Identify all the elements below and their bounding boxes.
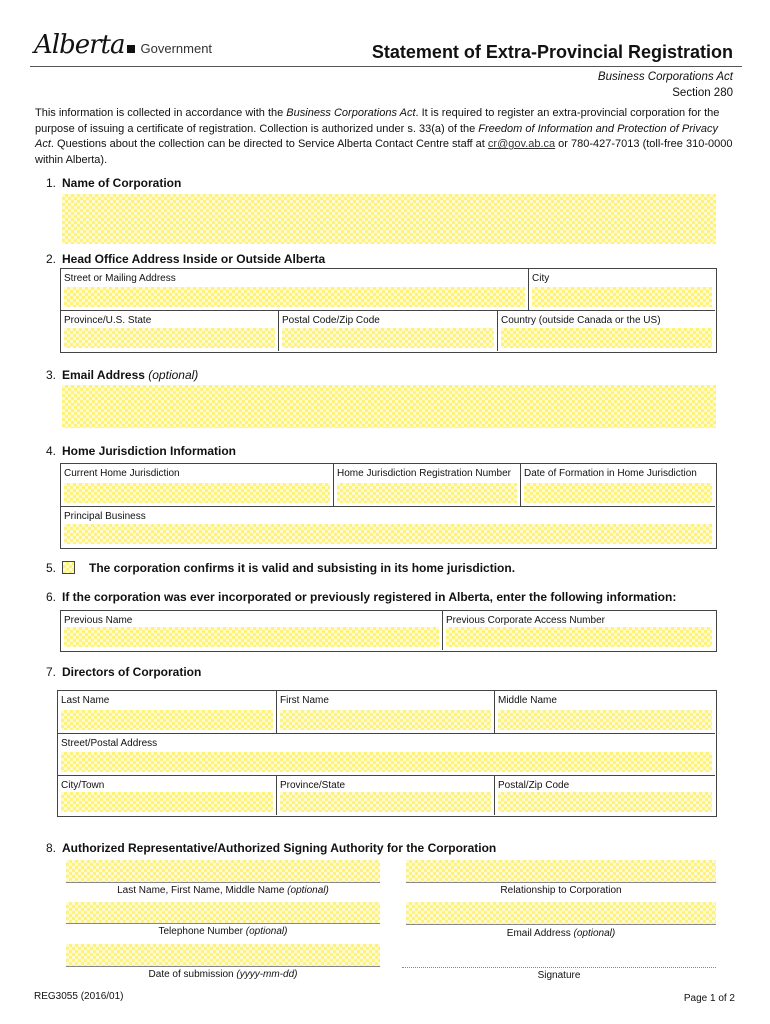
city-cell [529, 269, 715, 311]
field-label: Previous Name [64, 615, 133, 626]
middle-name-cell [495, 691, 715, 734]
field-label: Date of Formation in Home Jurisdiction [524, 468, 697, 479]
section-title: Name of Corporation [62, 176, 182, 190]
optional-note: (yyyy-mm-dd) [236, 969, 298, 980]
field-label: City [532, 273, 550, 284]
street-address-cell [58, 734, 715, 776]
rep-phone-label [66, 926, 380, 937]
intro-text: . It is required to register an extra-provincial corporation for the purpose of issuing a certificate of registration. Collection is authorized under s. 33(a) of the [35, 107, 720, 135]
section-title: Email Address [62, 368, 145, 382]
intro-paragraph [35, 106, 735, 168]
field-label: Postal/Zip Code [498, 780, 570, 791]
section-ref: Section 280 [672, 87, 733, 99]
logo-flag-icon [127, 45, 135, 53]
signature-label: Signature [537, 970, 581, 981]
section-2-heading [34, 252, 325, 266]
province-cell [61, 311, 279, 351]
section-number: 1. [45, 176, 56, 190]
field-label: Province/U.S. State [64, 315, 152, 326]
relationship-field[interactable] [406, 860, 716, 883]
formation-date-field[interactable] [524, 483, 712, 503]
formation-date-cell [521, 464, 715, 507]
form-title: Statement of Extra-Provincial Registration [371, 42, 733, 62]
field-label: Street/Postal Address [61, 738, 158, 749]
section-number: 3. [45, 368, 56, 382]
field-label: Province/State [280, 780, 346, 791]
country-field[interactable] [501, 328, 712, 348]
section-number: 8. [45, 841, 56, 855]
field-label: Postal Code/Zip Code [282, 315, 380, 326]
postal-zip-cell [495, 776, 715, 815]
optional-note: (optional) [573, 928, 616, 939]
previous-access-number-field[interactable] [446, 627, 712, 647]
section-number: 6. [45, 590, 56, 604]
field-label: Country (outside Canada or the US) [501, 315, 661, 326]
home-jurisdiction-table [60, 463, 717, 549]
field-label: Current Home Jurisdiction [64, 468, 180, 479]
contact-email-link[interactable]: cr@gov.ab.ca [487, 138, 556, 151]
alberta-government-logo [34, 30, 212, 60]
header-divider [30, 66, 742, 67]
field-label: Previous Corporate Access Number [446, 615, 605, 626]
signature-line[interactable] [402, 967, 716, 968]
section-number: 2. [45, 252, 56, 266]
form-id: REG3055 (2016/01) [34, 991, 124, 1002]
registration-number-cell [334, 464, 521, 507]
previous-name-cell [61, 611, 443, 650]
section-1-heading [34, 176, 181, 190]
section-8-heading [34, 841, 496, 855]
previous-access-number-cell [443, 611, 715, 650]
intro-text: This information is collected in accordance with the [35, 107, 287, 119]
section-3-heading [34, 368, 198, 382]
field-label: Last Name [61, 695, 110, 706]
director-city-field[interactable] [61, 792, 273, 812]
section-number: 7. [45, 665, 56, 679]
director-street-field[interactable] [61, 752, 712, 772]
field-label: Street or Mailing Address [64, 273, 176, 284]
email-field[interactable] [62, 385, 716, 428]
relationship-label: Relationship to Corporation [500, 885, 622, 896]
field-label: Middle Name [498, 695, 557, 706]
director-province-field[interactable] [280, 792, 491, 812]
director-last-name-field[interactable] [61, 710, 273, 730]
rep-email-field[interactable] [406, 902, 716, 925]
street-field[interactable] [64, 287, 525, 307]
intro-text: . Questions about the collection can be directed to Service Alberta Contact Centre staff at [50, 138, 488, 151]
rep-name-label [66, 885, 380, 896]
label-text: Date of submission [148, 969, 237, 980]
current-jurisdiction-cell [61, 464, 334, 507]
section-7-heading [34, 665, 201, 679]
section-6-heading [34, 590, 676, 604]
section-number: 4. [45, 444, 56, 458]
intro-act: Freedom of Information and Protection of Privacy Act [35, 122, 718, 151]
directors-table [57, 690, 717, 817]
logo-subtitle: Government [140, 41, 213, 56]
act-name: Business Corporations Act [597, 71, 733, 83]
rep-email-label [406, 928, 716, 939]
principal-business-cell [61, 507, 715, 547]
field-label: Principal Business [64, 511, 146, 522]
optional-note: (optional) [148, 368, 199, 382]
previous-registration-table [60, 610, 717, 652]
field-label: City/Town [61, 780, 105, 791]
section-title: If the corporation was ever incorporated or previously registered in Alberta, enter the following information: [62, 590, 677, 604]
director-middle-name-field[interactable] [498, 710, 712, 730]
optional-note: (optional) [287, 885, 329, 896]
section-title: Home Jurisdiction Information [62, 444, 237, 458]
rep-phone-field[interactable] [66, 902, 380, 924]
submission-date-field[interactable] [66, 944, 380, 967]
head-office-table [60, 268, 717, 353]
director-postal-field[interactable] [498, 792, 712, 812]
province-field[interactable] [64, 328, 275, 348]
confirmation-text: The corporation confirms it is valid and subsisting in its home jurisdiction. [89, 561, 516, 575]
intro-text: or 780-427-7013 (toll-free 310-0000 within Alberta). [35, 138, 733, 166]
rep-name-field[interactable] [66, 860, 380, 883]
section-4-heading [34, 444, 236, 458]
street-cell [61, 269, 529, 311]
previous-name-field[interactable] [64, 627, 439, 647]
province-state-cell [277, 776, 495, 815]
director-first-name-field[interactable] [280, 710, 491, 730]
label-text: Last Name, First Name, Middle Name [117, 885, 288, 896]
principal-business-field[interactable] [64, 524, 712, 544]
optional-note: (optional) [245, 926, 288, 937]
field-label: First Name [280, 695, 329, 706]
page-number: Page 1 of 2 [683, 993, 735, 1004]
logo-wordmark: Alberta [34, 30, 125, 60]
label-text: Telephone Number [158, 926, 246, 937]
section-title: Authorized Representative/Authorized Signing Authority for the Corporation [62, 841, 497, 855]
field-label: Home Jurisdiction Registration Number [337, 468, 511, 479]
city-town-cell [58, 776, 277, 815]
corporation-name-field[interactable] [62, 194, 716, 244]
registration-number-field[interactable] [337, 483, 517, 503]
submission-date-label [66, 969, 380, 980]
label-text: Email Address [506, 928, 574, 939]
section-title: Directors of Corporation [62, 665, 202, 679]
first-name-cell [277, 691, 495, 734]
country-cell [498, 311, 715, 351]
postal-field[interactable] [282, 328, 494, 348]
section-number: 5. [45, 561, 56, 575]
city-field[interactable] [532, 287, 712, 307]
current-jurisdiction-field[interactable] [64, 483, 330, 503]
valid-subsisting-checkbox[interactable] [62, 561, 75, 574]
last-name-cell [58, 691, 277, 734]
postal-cell [279, 311, 498, 351]
section-5 [34, 561, 515, 575]
section-title: Head Office Address Inside or Outside Alberta [62, 252, 326, 266]
intro-act: Business Corporations Act [286, 107, 416, 119]
